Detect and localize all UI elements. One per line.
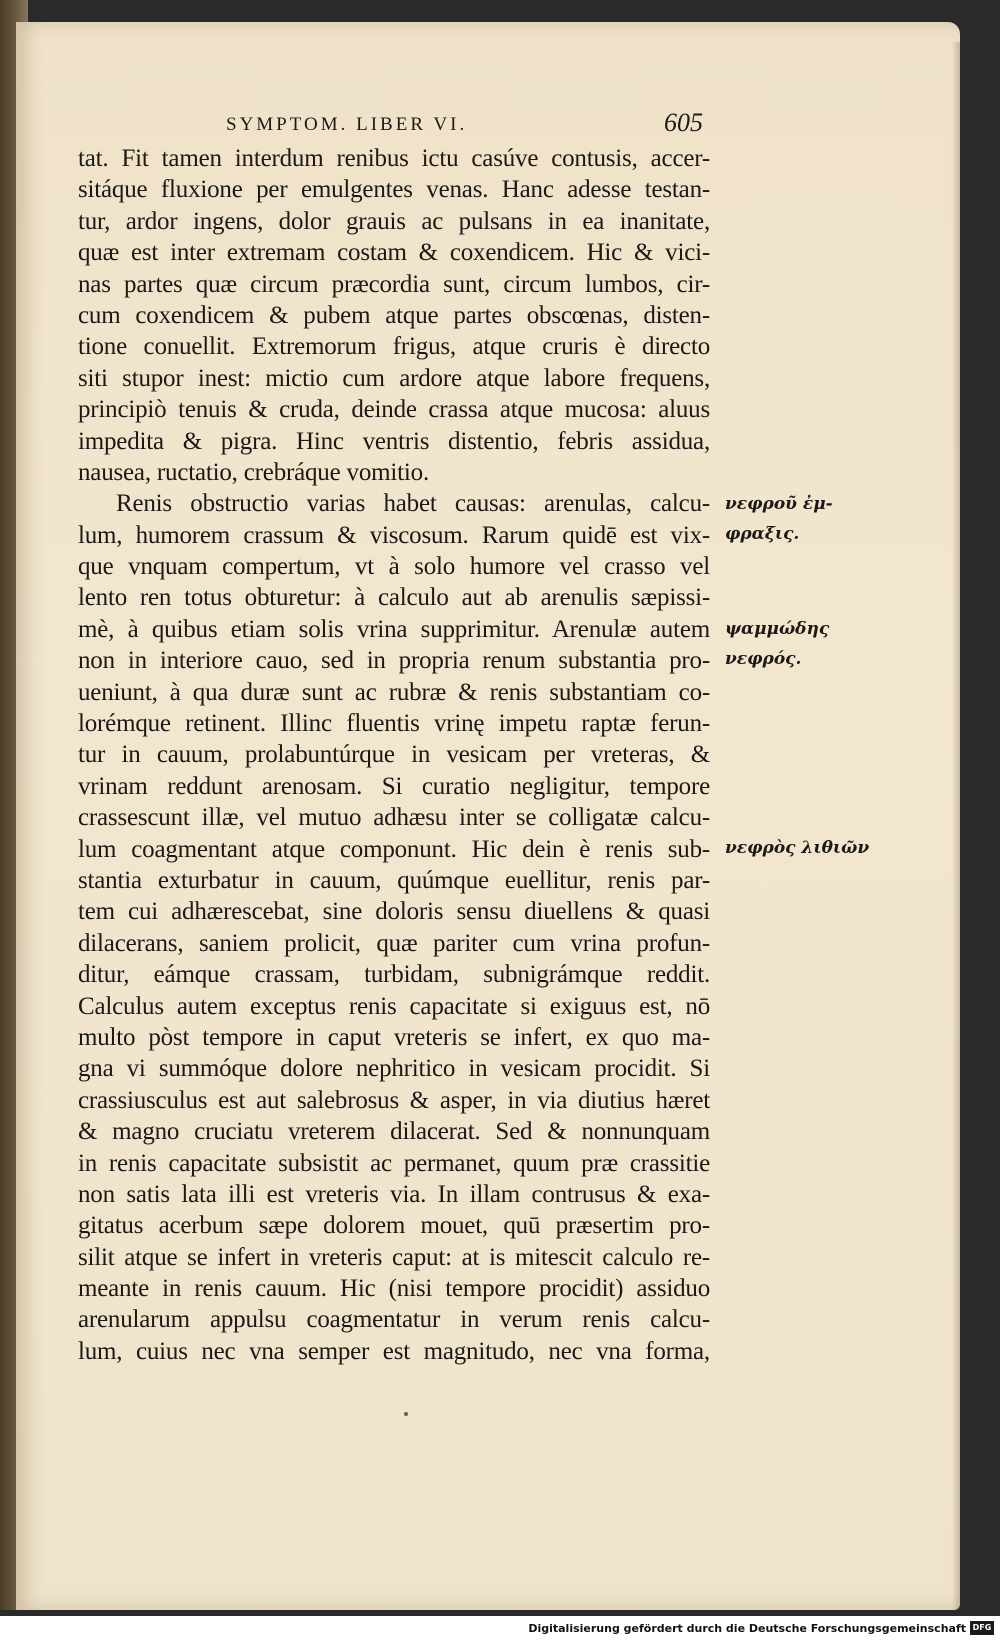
text-line: Renis obstructio varias habet causas: arenulas, calcu-: [116, 490, 710, 518]
text-line: mè, à quibus etiam solis vrina supprimitur. Arenulæ autem: [78, 615, 710, 643]
marginal-note: ψαμμώδης: [725, 619, 830, 639]
footer-bar: [0, 1616, 1000, 1643]
text-line: tem cui adhærescebat, sine doloris sensu diuellens & quasi: [78, 898, 710, 926]
text-line: lorémque retinent. Illinc fluentis vrinę impetu raptæ ferun-: [78, 710, 710, 738]
text-line: principiò tenuis & cruda, deinde crassa atque mucosa: aluus: [78, 396, 710, 424]
text-line: crassescunt illæ, vel mutuo adhæsu inter se colligatæ calcu-: [78, 804, 710, 832]
text-line: quæ est inter extremam costam & coxendicem. Hic & vici-: [78, 239, 710, 267]
body-text: [78, 143, 710, 1367]
text-line: impedita & pigra. Hinc ventris distentio, febris assidua,: [78, 427, 710, 455]
text-line: ueniunt, à qua duræ sunt ac rubræ & renis substantiam co-: [78, 678, 710, 706]
ink-speck: [404, 1412, 408, 1416]
text-line: stantia exturbatur in cauum, quúmque euellitur, renis par-: [78, 866, 710, 894]
text-line: meante in renis cauum. Hic (nisi tempore procidit) assiduo: [78, 1275, 710, 1303]
text-line: tur, ardor ingens, dolor grauis ac pulsans in ea inanitate,: [78, 207, 710, 235]
text-line: gna vi summóque dolore nephritico in vesicam procidit. Si: [78, 1055, 710, 1083]
book-page: [16, 22, 960, 1610]
text-line: silit atque se infert in vreteris caput: at is mitescit calculo re-: [78, 1243, 710, 1271]
text-line: & magno cruciatu vreterem dilacerat. Sed & nonnunquam: [78, 1118, 710, 1146]
text-line: dilacerans, saniem prolicit, quæ pariter cum vrina profun-: [78, 929, 710, 957]
text-line: cum coxendicem & pubem atque partes obscœnas, disten-: [78, 301, 710, 329]
marginal-note: νεφρός.: [725, 649, 802, 669]
dfg-logo: DFG: [970, 1621, 994, 1635]
text-line: lum, cuius nec vna semper est magnitudo, nec vna forma,: [78, 1337, 710, 1365]
text-line: lum coagmentant atque componunt. Hic dein è renis sub-: [78, 835, 710, 863]
text-line: arenularum appulsu coagmentatur in verum renis calcu-: [78, 1306, 710, 1334]
text-line: tat. Fit tamen interdum renibus ictu casúve contusis, accer-: [78, 145, 710, 172]
text-line: non in interiore cauo, sed in propria renum substantia pro-: [78, 647, 710, 675]
text-line: non satis lata illi est vreteris via. In illam contrusus & exa-: [78, 1180, 710, 1208]
text-line: lum, humorem crassum & viscosum. Rarum quidē est vix-: [78, 521, 710, 549]
marginal-note: φραξις.: [725, 524, 800, 544]
text-line: multo pòst tempore in caput vreteris se infert, ex quo ma-: [78, 1023, 710, 1051]
funding-credit: Digitalisierung gefördert durch die Deutsche Forschungsgemeinschaft: [528, 1622, 966, 1635]
text-line: Calculus autem exceptus renis capacitate si exiguus est, nō: [78, 992, 710, 1020]
marginal-note: νεφρὸς λιθιῶν: [725, 838, 870, 858]
text-line: ditur, eámque crassam, turbidam, subnigrámque reddit.: [78, 961, 710, 989]
text-line: tione conuellit. Extremorum frigus, atque cruris è directo: [78, 333, 710, 361]
marginal-note: νεφροῦ ἐμ-: [725, 494, 833, 514]
page-number: 605: [664, 108, 703, 137]
text-line: vrinam reddunt arenosam. Si curatio negligitur, tempore: [78, 772, 710, 800]
text-line: crassiusculus est aut salebrosus & asper, in via diutius hæret: [78, 1086, 710, 1114]
text-line: lento ren totus obturetur: à calculo aut ab arenulis sæpissi-: [78, 584, 710, 612]
text-line: nausea, ructatio, crebráque vomitio.: [78, 458, 429, 486]
text-line: sitáque fluxione per emulgentes venas. Hanc adesse testan-: [78, 176, 710, 204]
running-head: SYMPTOM. LIBER VI.: [226, 114, 468, 135]
text-line: tur in cauum, prolabuntúrque in vesicam per vreteras, &: [78, 741, 710, 769]
text-line: que vnquam compertum, vt à solo humore vel crasso vel: [78, 553, 710, 581]
text-line: in renis capacitate subsistit ac permanet, quum præ crassitie: [78, 1149, 710, 1177]
text-line: gitatus acerbum sæpe dolorem mouet, quū præsertim pro-: [78, 1212, 710, 1240]
text-line: nas partes quæ circum præcordia sunt, circum lumbos, cir-: [78, 270, 710, 298]
text-line: siti stupor inest: mictio cum ardore atque labore frequens,: [78, 364, 710, 392]
